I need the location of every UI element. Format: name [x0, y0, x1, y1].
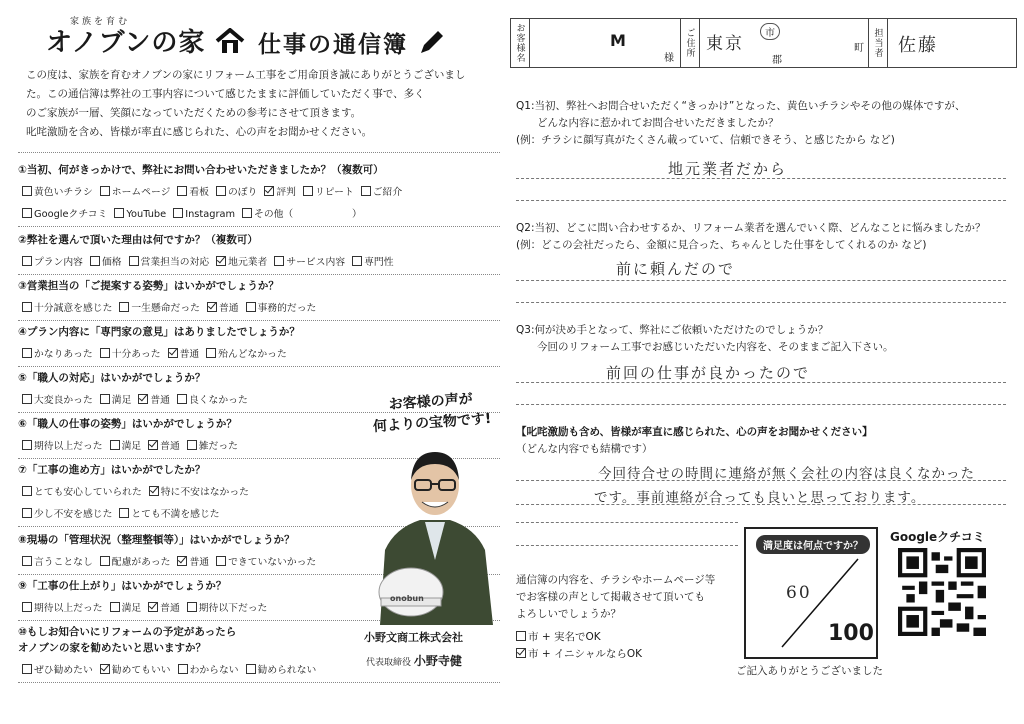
option-label: 一生懸命だった — [131, 303, 200, 314]
option-item[interactable] — [216, 254, 267, 268]
intro-text: この度は、家族を育むオノブンの家にリフォーム工事をご用命頂き誠にありがとうございまし た。この通信簿は弊社の工事内容について感じたままに評価していただく事で、多く のご家族が一層、笑顔になっていただくための参考にさせて頂きます。 叱咤激励を含め、皆様が率直に感じられた、心の声をお聞かせください。 — [26, 69, 466, 138]
option-item[interactable] — [138, 392, 170, 406]
option-label: 期待以下だった — [198, 603, 268, 614]
divider — [18, 226, 500, 227]
checkbox[interactable] — [177, 186, 187, 196]
question-label: ④プラン内容に「専門家の意見」はありましたでしょうか？ — [18, 326, 300, 338]
checkbox[interactable] — [22, 556, 32, 566]
option-item[interactable] — [246, 300, 317, 314]
q2-text: Q2:当初、どこに問い合わせするか、リフォーム業者を選んでいく際、どんなことに悩みましたか？ (例：どこの会社だったら、金額に見合った、ちゃんとした仕事をしてくれるのか など) — [516, 222, 986, 251]
house-icon — [215, 28, 245, 54]
checkbox[interactable] — [148, 602, 158, 612]
checkbox[interactable] — [246, 302, 256, 312]
checkbox[interactable] — [216, 256, 226, 266]
checkbox[interactable] — [22, 486, 32, 496]
option-item[interactable] — [246, 662, 317, 676]
option-item[interactable] — [206, 346, 287, 360]
checkbox[interactable] — [246, 664, 256, 674]
option-item[interactable] — [187, 438, 238, 452]
checkbox[interactable] — [22, 348, 32, 358]
sama-label: 様 — [664, 53, 674, 64]
customer-name: M — [610, 31, 626, 50]
satisfaction-score-box — [744, 527, 878, 659]
option-label: 勧めてもいい — [111, 665, 171, 676]
option-row — [22, 184, 409, 198]
option-row — [22, 554, 323, 568]
ceo-name: 代表取締役 小野寺健 — [366, 654, 462, 668]
pencil-icon — [418, 30, 444, 56]
option-item[interactable] — [207, 300, 239, 314]
checkbox[interactable] — [90, 256, 100, 266]
answer-line — [516, 480, 1006, 481]
checkbox[interactable] — [149, 486, 159, 496]
option-label: 普通 — [218, 303, 239, 314]
option-label: わからない — [189, 665, 239, 676]
answer-line — [516, 382, 1006, 383]
machi-label: 町 — [854, 43, 864, 54]
option-item[interactable] — [100, 554, 171, 568]
option-row — [22, 254, 401, 268]
google-review-label: Googleクチコミ — [890, 530, 985, 544]
helmet-logo: onobun — [390, 594, 424, 603]
option-label: 事務的だった — [257, 303, 317, 314]
q2-answer: 前に頼んだので — [616, 260, 736, 278]
option-item[interactable] — [352, 254, 393, 268]
option-item[interactable] — [274, 254, 345, 268]
option-label: リピート — [314, 187, 354, 198]
checkbox[interactable] — [274, 256, 284, 266]
option-label: 期待以上だった — [34, 603, 103, 614]
checkbox[interactable] — [114, 208, 124, 218]
option-item[interactable] — [110, 438, 142, 452]
option-item[interactable] — [361, 184, 402, 198]
checkbox[interactable] — [110, 602, 120, 612]
option-label: サービス内容 — [286, 257, 346, 268]
checkbox[interactable] — [22, 186, 32, 196]
option-item[interactable] — [148, 600, 180, 614]
checkbox[interactable] — [100, 186, 110, 196]
option-label: 普通 — [160, 603, 180, 614]
checkbox[interactable] — [22, 664, 32, 674]
q4-answer-line1: 今回待合せの時間に連絡が無く会社の内容は良くなかった — [598, 466, 975, 482]
option-item[interactable] — [129, 254, 210, 268]
catchphrase: お客様の声が 何よりの宝物です! — [372, 391, 492, 436]
option-label: 満足 — [121, 441, 142, 452]
option-item[interactable] — [119, 300, 200, 314]
option-label: Instagram — [185, 209, 236, 220]
option-label: 殆んどなかった — [218, 349, 287, 360]
checkbox[interactable] — [100, 556, 110, 566]
option-item[interactable] — [216, 554, 316, 568]
checkbox[interactable] — [216, 186, 226, 196]
option-label: 言うことなし — [34, 557, 93, 568]
score-max: 100 — [828, 621, 874, 646]
publish-option-realname[interactable]: 市 + 実名でOK — [516, 629, 715, 646]
answer-line — [516, 178, 1006, 179]
checkbox[interactable] — [168, 348, 178, 358]
checkbox[interactable] — [173, 208, 183, 218]
option-row — [22, 662, 323, 676]
option-item[interactable] — [22, 554, 93, 568]
option-label: 普通 — [150, 395, 170, 406]
option-item[interactable] — [22, 254, 83, 268]
option-item[interactable] — [100, 662, 171, 676]
option-label: その他（ ） — [254, 209, 362, 220]
staff-name: 佐藤 — [898, 35, 938, 56]
option-item[interactable] — [303, 184, 354, 198]
checkbox[interactable] — [22, 394, 32, 404]
option-item[interactable] — [173, 208, 235, 220]
brand-name: オノブンの家 — [46, 28, 206, 58]
gun-label: 郡 — [772, 55, 782, 66]
option-item[interactable] — [110, 600, 142, 614]
option-item[interactable] — [22, 438, 103, 452]
checkbox[interactable] — [100, 664, 110, 674]
answer-line — [516, 200, 1006, 201]
question-label: オノブンの家を勧めたいと思いますか？ — [18, 642, 206, 654]
checkbox[interactable] — [22, 256, 32, 266]
option-label: 大変良かった — [34, 395, 93, 406]
checkbox[interactable] — [119, 508, 129, 518]
option-item[interactable] — [177, 392, 248, 406]
option-label: プラン内容 — [34, 257, 83, 268]
score-label: 満足度は何点ですか？ — [756, 535, 870, 554]
checkbox[interactable] — [119, 302, 129, 312]
checkbox[interactable] — [22, 508, 32, 518]
checkbox[interactable] — [100, 348, 110, 358]
option-label: 価格 — [101, 257, 122, 268]
option-item[interactable] — [177, 184, 209, 198]
checkbox[interactable] — [303, 186, 313, 196]
option-label: できていないかった — [228, 557, 317, 568]
option-row — [22, 600, 274, 614]
option-item[interactable] — [114, 208, 166, 220]
customer-name-cell — [530, 19, 681, 68]
checkbox[interactable] — [22, 302, 32, 312]
checkbox[interactable] — [177, 394, 187, 404]
question-label: ⑧現場の「管理状況（整理整頓等）」はいかがでしょうか？ — [18, 534, 295, 546]
checkbox[interactable] — [264, 186, 274, 196]
option-label: 専門性 — [364, 257, 394, 268]
option-item[interactable] — [90, 254, 122, 268]
publish-option-initial[interactable]: 市 + イニシャルならOK — [516, 646, 715, 663]
option-label: 特に不安はなかった — [160, 487, 249, 498]
checkbox[interactable] — [148, 440, 158, 450]
option-item[interactable] — [177, 554, 209, 568]
option-item[interactable] — [22, 392, 93, 406]
option-item[interactable] — [178, 662, 239, 676]
option-item[interactable] — [216, 184, 257, 198]
option-label: 営業担当の対応 — [140, 257, 210, 268]
option-row — [22, 206, 369, 220]
option-item[interactable] — [100, 184, 171, 198]
option-item[interactable] — [22, 206, 107, 220]
q1-answer: 地元業者だから — [668, 160, 788, 178]
staff-label: 担当者 — [869, 19, 888, 68]
option-row — [22, 484, 256, 498]
option-item[interactable] — [22, 600, 103, 614]
option-label: とても不満を感じた — [131, 509, 220, 520]
option-label: 配慮があった — [111, 557, 171, 568]
score-value: 60 — [786, 583, 812, 603]
checkbox[interactable] — [178, 664, 188, 674]
option-label: 看板 — [189, 187, 209, 198]
checkbox[interactable] — [22, 208, 32, 218]
divider — [18, 320, 500, 321]
publish-consent: 通信簿の内容を、チラシやホームページ等 でお客様の声として掲載させて頂いても よろしいでしょうか？ 市 + 実名でOK 市 + イニシャルならOK — [516, 572, 715, 663]
option-item[interactable] — [242, 206, 362, 220]
checkbox[interactable] — [352, 256, 362, 266]
option-label: ホームページ — [111, 187, 171, 198]
checkbox[interactable] — [110, 440, 120, 450]
option-item[interactable] — [22, 506, 112, 520]
checkbox[interactable] — [100, 394, 110, 404]
checkbox[interactable] — [129, 256, 139, 266]
page-title: 仕事の通信簿 — [258, 26, 444, 59]
checkbox[interactable] — [187, 440, 197, 450]
q3-answer: 前回の仕事が良かったので — [606, 364, 811, 382]
option-row — [22, 438, 245, 452]
option-row — [22, 392, 255, 406]
option-item[interactable] — [22, 346, 93, 360]
option-label: 少し不安を感じた — [34, 509, 113, 520]
option-item[interactable] — [22, 484, 142, 498]
checkbox[interactable] — [361, 186, 371, 196]
city-mark: 市 — [760, 23, 780, 40]
question-label: ⑤「職人の対応」はいかがでしょうか？ — [18, 372, 206, 384]
staff-cell — [888, 19, 1017, 68]
option-label: ご紹介 — [372, 187, 403, 198]
survey-left-page — [0, 0, 500, 724]
answer-line — [516, 522, 738, 523]
option-item[interactable] — [264, 184, 296, 198]
checkbox[interactable] — [22, 440, 32, 450]
option-item[interactable] — [100, 392, 132, 406]
checkbox[interactable] — [516, 631, 526, 641]
divider — [18, 366, 500, 367]
answer-line — [516, 280, 1006, 281]
option-row — [22, 346, 294, 360]
question-label: ⑦「工事の進め方」はいかがでしたか？ — [18, 464, 206, 476]
question-label: ③営業担当の「ご提案する姿勢」はいかがでしょうか？ — [18, 280, 279, 292]
question-label: ⑨「工事の仕上がり」はいかがでしょうか？ — [18, 580, 227, 592]
q4-text: 【叱咤激励も含め、皆様が率直に感じられた、心の声をお聞かせください】 （どんな内容でも結構です） — [516, 426, 873, 455]
option-label: とても安心していられた — [34, 487, 142, 498]
option-label: YouTube — [126, 209, 167, 220]
checkbox[interactable] — [516, 648, 526, 658]
q3-text: Q3:何が決め手となって、弊社にご依頼いただけたのでしょうか？ 今回のリフォーム工事でお感じいただいた内容を、そのままご記入下さい。 — [516, 324, 894, 353]
option-item[interactable] — [148, 438, 180, 452]
option-label: 普通 — [179, 349, 200, 360]
q4-answer-line2: です。事前連絡が合っても良いと思っております。 — [594, 490, 926, 506]
option-label: 満足 — [121, 603, 142, 614]
checkbox[interactable] — [207, 302, 217, 312]
tagline: 家族を育む — [70, 17, 131, 27]
question-label: ①当初、何がきっかけで、弊社にお問い合わせいただきましたか？（複数可） — [18, 164, 384, 176]
option-label: 満足 — [111, 395, 132, 406]
option-label: 良くなかった — [188, 395, 248, 406]
question-label: ②弊社を選んで頂いた理由は何ですか？（複数可） — [18, 234, 258, 246]
answer-line — [516, 545, 738, 546]
checkbox[interactable] — [22, 602, 32, 612]
option-label: 勧められない — [257, 665, 317, 676]
company-name: 小野文商工株式会社 — [364, 631, 463, 644]
option-item[interactable] — [119, 506, 219, 520]
address-cell — [700, 19, 869, 68]
q1-text: Q1:当初、弊社へお問合せいただく“きっかけ”となった、黄色いチラシやその他の媒体ですが、 どんな内容に惹かれてお問合せいただきましたか？ (例：チラシに顔写真がたくさん載っていて、信頼できそう、と感じたから など) — [516, 100, 966, 146]
option-label: 期待以上だった — [34, 441, 103, 452]
divider — [18, 274, 500, 275]
checkbox[interactable] — [206, 348, 216, 358]
answer-line — [516, 302, 1006, 303]
divider — [18, 682, 500, 683]
option-row — [22, 506, 227, 520]
option-label: 黄色いチラシ — [34, 187, 93, 198]
option-label: 評判 — [276, 187, 296, 198]
checkbox[interactable] — [187, 602, 197, 612]
option-item[interactable] — [187, 600, 268, 614]
question-label: ⑥「職人の仕事の姿勢」はいかがでしょうか？ — [18, 418, 237, 430]
thanks-message: ご記入ありがとうございました — [736, 665, 883, 677]
address-label: ご住所 — [681, 19, 700, 68]
option-label: 普通 — [160, 441, 180, 452]
option-item[interactable] — [100, 346, 161, 360]
option-label: かなりあった — [34, 349, 93, 360]
answer-line — [516, 404, 1006, 405]
option-label: 普通 — [189, 557, 210, 568]
checkbox[interactable] — [216, 556, 226, 566]
option-row — [22, 300, 323, 314]
question-label: ⑩もしお知合いにリフォームの予定があったら — [18, 626, 237, 638]
option-item[interactable] — [168, 346, 200, 360]
option-label: 地元業者 — [228, 257, 268, 268]
qr-code-icon[interactable] — [898, 548, 986, 636]
option-label: 十分誠意を感じた — [34, 303, 113, 314]
checkbox[interactable] — [138, 394, 148, 404]
option-label: 十分あった — [111, 349, 161, 360]
checkbox[interactable] — [242, 208, 252, 218]
option-label: Googleクチコミ — [34, 209, 108, 220]
option-label: のぼり — [227, 187, 258, 198]
answer-line — [516, 504, 1006, 505]
option-label: 雑だった — [198, 441, 238, 452]
option-item[interactable] — [22, 662, 93, 676]
customer-name-label: お客様名 — [511, 19, 530, 68]
option-item[interactable] — [22, 184, 93, 198]
checkbox[interactable] — [177, 556, 187, 566]
brand-logo — [46, 22, 245, 59]
divider — [18, 152, 500, 153]
address-prefecture: 東京 — [706, 34, 744, 54]
option-item[interactable] — [149, 484, 249, 498]
option-item[interactable] — [22, 300, 112, 314]
option-label: ぜひ勧めたい — [34, 665, 93, 676]
customer-info-table — [510, 18, 1017, 68]
